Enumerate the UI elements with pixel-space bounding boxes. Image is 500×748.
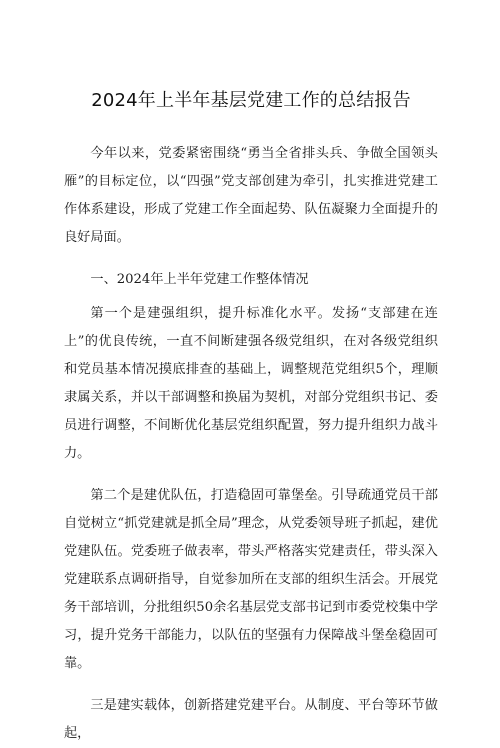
paragraph-organization: 第一个是建强组织，提升标准化水平。发扬“支部建在连上”的优良传统，一直不间断建强各级党组织，在对各级党组织和党员基本情况摸底排查的基础上，调整规范党组织5个，理顺隶属关系，并以干部调整和换届为契机，对部分党组织书记、委员进行调整，不间断优化基层党组织配置，努力提升组织力战斗力。 — [64, 306, 438, 461]
paragraph-platform: 三是建实载体，创新搭建党建平台。从制度、平台等环节做起， — [64, 698, 438, 741]
document-title: 2024年上半年基层党建工作的总结报告 — [91, 90, 411, 111]
intro-paragraph: 今年以来，党委紧密围绕“勇当全省排头兵、争做全国领头雁”的目标定位，以“四强”党支部创建为牵引，扎实推进党建工作体系建设，形成了党建工作全面起势、队伍凝聚力全面提升的良好局面。 — [64, 146, 438, 245]
paragraph-team: 第二个是建优队伍，打造稳固可靠堡垒。引导疏通党员干部自觉树立“抓党建就是抓全局”理念，从党委领导班子抓起，建优党建队伍。党委班子做表率，带头严格落实党建责任，带头深入党建联系点调研指导，自觉参加所在支部的组织生活会。开展党务干部培训，分批组织50余名基层党支部书记到市委党校集中学习，提升党务干部能力，以队伍的坚强有力保障战斗堡垒稳固可靠。 — [64, 488, 438, 671]
section-heading: 一、2024年上半年党建工作整体情况 — [90, 272, 309, 287]
